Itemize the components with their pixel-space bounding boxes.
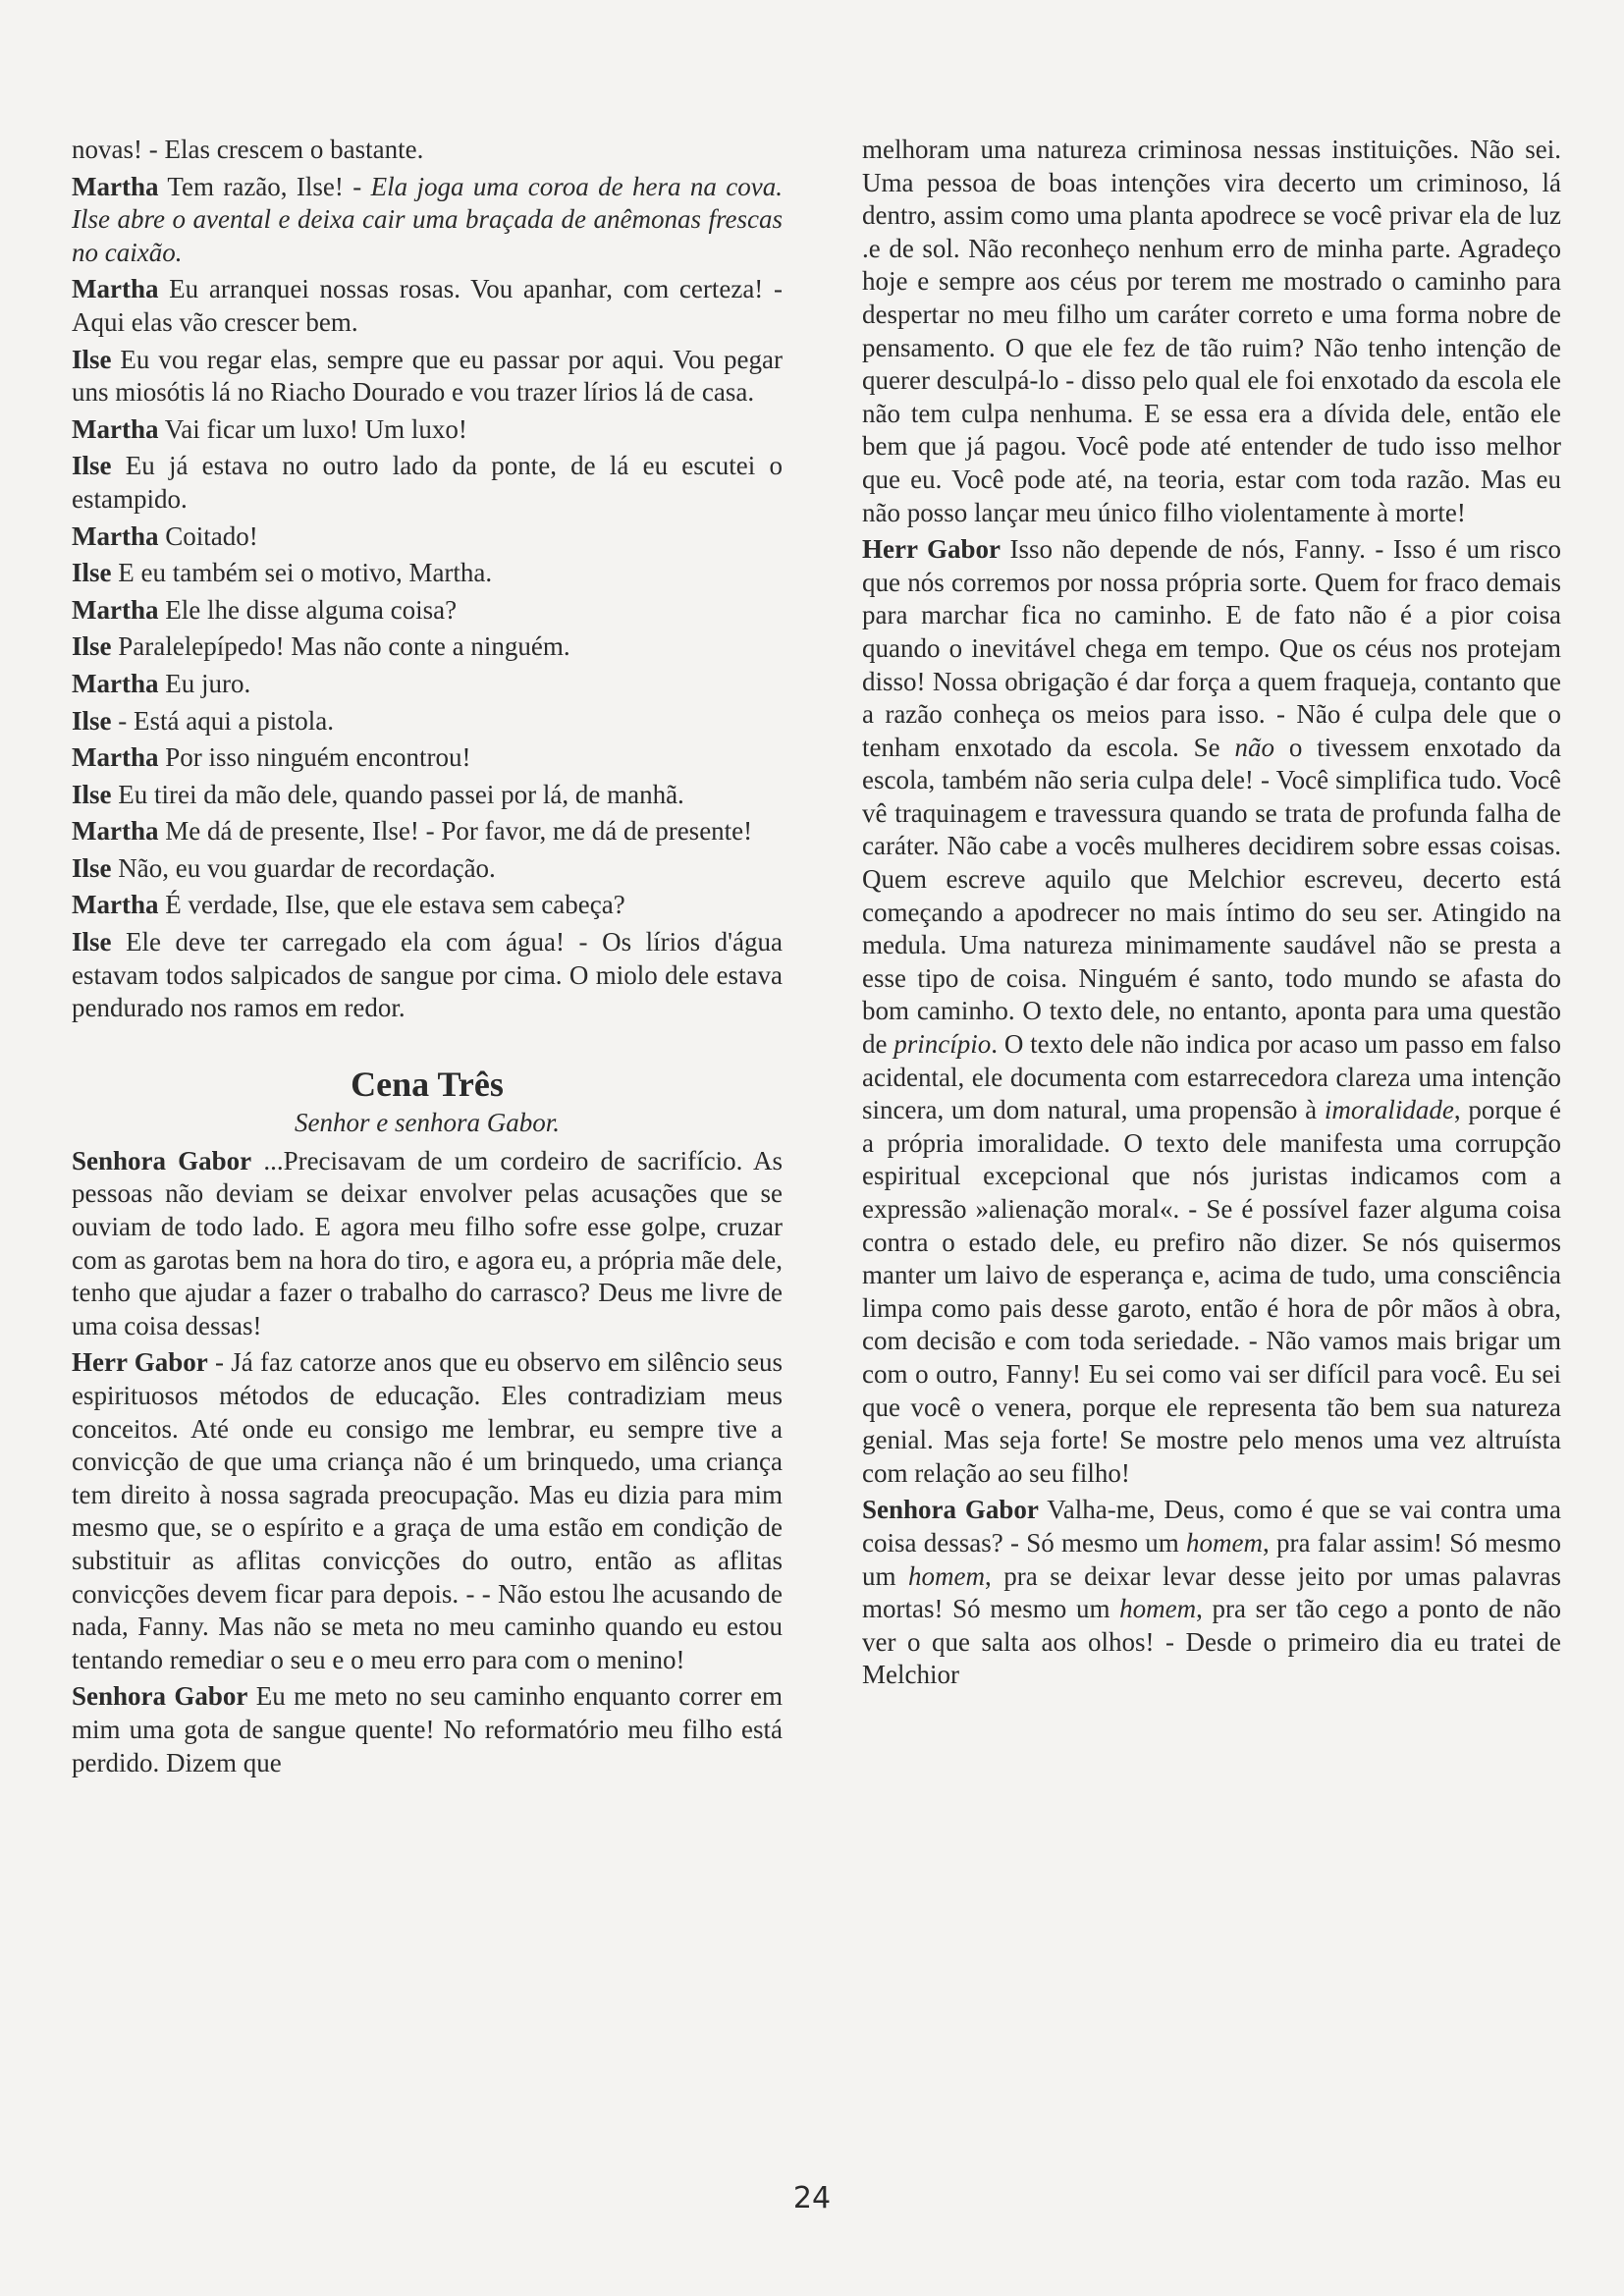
speaker-name: Ilse <box>72 927 112 957</box>
paragraph <box>72 1680 783 1779</box>
speaker-name: Martha <box>72 890 159 920</box>
body-text: Ele lhe disse alguma coisa? <box>158 594 458 625</box>
left-paragraphs-after <box>72 1145 783 1779</box>
speaker-name: Ilse <box>72 779 112 809</box>
speaker-name: Herr Gabor <box>72 1347 208 1378</box>
speaker-name: Ilse <box>72 451 112 481</box>
paragraph <box>72 852 783 886</box>
speaker-name: Martha <box>72 274 159 304</box>
paragraph <box>72 594 783 628</box>
speaker-name: Senhora Gabor <box>72 1681 248 1712</box>
body-text: Isso não depende de nós, Fanny. - Isso é um risco que nós corremos por nossa própria sorte. Quem for fraco demais para marchar fica no caminho. E de fato não é a pior coisa quando o inevitável chega em tempo. Que os céus nos protejam disso! Nossa obrigação é dar força a quem fraqueja, contanto que a razão conheça os meios para isso. - Não é culpa dele que o tenham enxotado da escola. Se <box>862 534 1561 762</box>
body-text: , porque é a própria imoralidade. O texto dele manifesta uma corrupção espiritual excepcional que nós juristas indicamos com a expressão »alienação moral«. - Se é possível fazer alguma coisa contra o estado dele, eu prefiro não dizer. Se nós quisermos manter um laivo de esperança e, acima de tudo, uma consciência limpa como pais desse garoto, então é hora de pôr mãos à obra, com decisão e com toda seriedade. - Não vamos mais brigar um com o outro, Fanny! Eu sei como vai ser difícil para você. Eu sei que você o venera, porque ele representa tão bem sua natureza genial. Mas seja forte! Se mostre pelo menos uma vez altruísta com relação ao seu filho! <box>862 1095 1561 1488</box>
paragraph <box>72 926 783 1025</box>
body-text: E eu também sei o motivo, Martha. <box>111 558 493 588</box>
scene-title: Cena Três <box>351 1064 504 1104</box>
paragraph <box>72 273 783 339</box>
italic-text: princípio <box>893 1029 992 1060</box>
speaker-name: Martha <box>72 742 159 773</box>
speaker-name: Senhora Gabor <box>72 1145 252 1175</box>
body-text: , pra falar assim! Só mesmo um <box>862 1527 1562 1591</box>
paragraph <box>72 344 783 410</box>
body-text: É verdade, Ilse, que ele estava sem cabeça? <box>158 890 625 920</box>
body-text: . O texto dele não indica por acaso um passo em falso acidental, ele documenta com estarrecedora clareza uma intenção sincera, um dom natural, uma propensão à <box>862 1029 1561 1125</box>
paragraph <box>72 705 783 738</box>
paragraph <box>862 134 1561 529</box>
speaker-name: Martha <box>72 520 159 551</box>
paragraph <box>72 134 783 167</box>
body-text: novas! - Elas crescem o bastante. <box>72 135 424 164</box>
paragraph <box>72 171 783 270</box>
speaker-name: Ilse <box>72 558 112 588</box>
paragraph <box>72 413 783 447</box>
paragraph <box>72 779 783 812</box>
body-text: Me dá de presente, Ilse! - Por favor, me dá de presente! <box>158 816 753 847</box>
left-paragraphs <box>72 134 783 1025</box>
speaker-name: Senhora Gabor <box>862 1495 1039 1525</box>
body-text: melhoram uma natureza criminosa nessas instituições. Não sei. Uma pessoa de boas intenções vira decerto um criminoso, lá dentro, assim como uma planta apodrece se você privar ela de luz .e de sol. Não reconheço nenhum erro de minha parte. Agradeço hoje e sempre aos céus por terem me mostrado o caminho para despertar no meu filho um caráter correto e uma forma nobre de pensamento. O que ele fez de tão ruim? Não tenho intenção de querer desculpá-lo - disso pelo qual ele foi enxotado da escola ele não tem culpa nenhuma. E se essa era a dívida dele, então ele bem que já pagou. Você pode até entender de tudo isso melhor que eu. Você pode até, na teoria, estar com toda razão. Mas eu não posso lançar meu único filho violentamente à morte! <box>862 135 1561 527</box>
italic-text: Ela joga uma coroa de hera na cova. Ilse abre o avental e deixa cair uma braçada de anêmonas frescas no caixão. <box>72 171 783 267</box>
body-text: Eu tirei da mão dele, quando passei por lá, de manhã. <box>111 779 684 809</box>
paragraph <box>72 741 783 775</box>
speaker-name: Martha <box>72 171 159 201</box>
italic-text: homem <box>908 1560 985 1591</box>
right-column <box>862 134 1561 1696</box>
paragraph <box>72 520 783 554</box>
body-text: Paralelepípedo! Mas não conte a ninguém. <box>111 631 570 662</box>
speaker-name: Herr Gabor <box>862 534 1001 565</box>
italic-text: não <box>1234 732 1275 762</box>
body-text: Eu já estava no outro lado da ponte, de lá eu escutei o estampido. <box>72 451 783 514</box>
speaker-name: Ilse <box>72 705 112 736</box>
body-text: Eu juro. <box>158 668 251 698</box>
body-text: Ele deve ter carregado ela com água! - Os lírios d'água estavam todos salpicados de sangue por cima. O miolo dele estava pendurado nos ramos em redor. <box>72 927 783 1023</box>
speaker-name: Martha <box>72 594 159 625</box>
paragraph <box>72 815 783 848</box>
paragraph <box>862 1494 1561 1692</box>
body-text: - Está aqui a pistola. <box>111 705 334 736</box>
speaker-name: Martha <box>72 816 159 847</box>
paragraph <box>862 533 1561 1490</box>
body-text: ...Precisavam de um cordeiro de sacrifício. As pessoas não deviam se deixar envolver pelas acusações que se ouviam de todo lado. E agora meu filho sofre esse golpe, cruzar com as garotas bem na hora do tiro, e agora eu, a própria mãe dele, tenho que ajudar a fazer o trabalho do carrasco? Deus me livre de uma coisa dessas! <box>72 1145 783 1340</box>
body-text: Tem razão, Ilse! - <box>158 171 371 201</box>
speaker-name: Martha <box>72 668 159 698</box>
body-text: Valha-me, Deus, como é que se vai contra uma coisa dessas? - Só mesmo um <box>862 1495 1561 1558</box>
body-text: , pra ser tão cego a ponto de não ver o que salta aos olhos! - Desde o primeiro dia eu tratei de Melchior <box>862 1594 1561 1690</box>
body-text: , pra se deixar levar desse jeito por umas palavras mortas! Só mesmo um <box>862 1560 1561 1624</box>
right-paragraphs <box>862 134 1561 1692</box>
page-number: 24 <box>792 2181 832 2215</box>
paragraph <box>72 630 783 664</box>
speaker-name: Martha <box>72 413 159 444</box>
body-text: Eu vou regar elas, sempre que eu passar por aqui. Vou pegar uns miosótis lá no Riacho Dourado e vou trazer lírios lá de casa. <box>72 344 783 408</box>
body-text: Eu arranquei nossas rosas. Vou apanhar, com certeza! - Aqui elas vão crescer bem. <box>72 274 783 337</box>
body-text: Eu me meto no seu caminho enquanto correr em mim uma gota de sangue quente! No reformatório meu filho está perdido. Dizem que <box>72 1681 783 1777</box>
speaker-name: Ilse <box>72 631 112 662</box>
body-text: Coitado! <box>158 520 258 551</box>
italic-text: homem <box>1186 1527 1264 1558</box>
scene-stage-direction: Senhor e senhora Gabor. <box>295 1107 560 1137</box>
paragraph <box>72 557 783 590</box>
paragraph <box>72 1346 783 1676</box>
paragraph <box>72 668 783 701</box>
speaker-name: Ilse <box>72 344 112 374</box>
paragraph <box>72 450 783 516</box>
italic-text: homem <box>1119 1594 1197 1624</box>
body-text: o tivessem enxotado da escola, também não seria culpa dele! - Você simplifica tudo. Você vê traquinagem e travessura quando se trata de profunda falha de caráter. Não cabe a vocês mulheres decidirem sobre essas coisas. Quem escreve aquilo que Melchior escreveu, decerto está começando a apodrecer no mais íntimo do seu ser. Atingido na medula. Uma natureza minimamente saudável não se presta a esse tipo de coisa. Ninguém é santo, todo mundo se afasta do bom caminho. O texto dele, no entanto, aponta para uma questão de <box>862 732 1561 1060</box>
paragraph <box>72 889 783 922</box>
body-text: Não, eu vou guardar de recordação. <box>111 852 496 883</box>
body-text: Por isso ninguém encontrou! <box>158 742 471 773</box>
body-text: - Já faz catorze anos que eu observo em silêncio seus espirituosos métodos de educação. Eles contradiziam meus conceitos. Até onde eu consigo me lembrar, eu sempre tive a convicção de que uma criança não é um brinquedo, uma criança tem direito à nossa sagrada preocupação. Mas eu dizia para mim mesmo que, se o espírito e a graça de uma estão em condição de substituir as aflitas convicções do outro, então as aflitas convicções devem ficar para depois. - - Não estou lhe acusando de nada, Fanny. Mas não se meta no meu caminho quando eu estou tentando remediar o seu e o meu erro para com o menino! <box>72 1347 784 1674</box>
left-column <box>72 134 783 1783</box>
italic-text: imoralidade <box>1324 1095 1454 1125</box>
speaker-name: Ilse <box>72 852 112 883</box>
body-text: Vai ficar um luxo! Um luxo! <box>158 413 467 444</box>
paragraph <box>72 1145 783 1343</box>
